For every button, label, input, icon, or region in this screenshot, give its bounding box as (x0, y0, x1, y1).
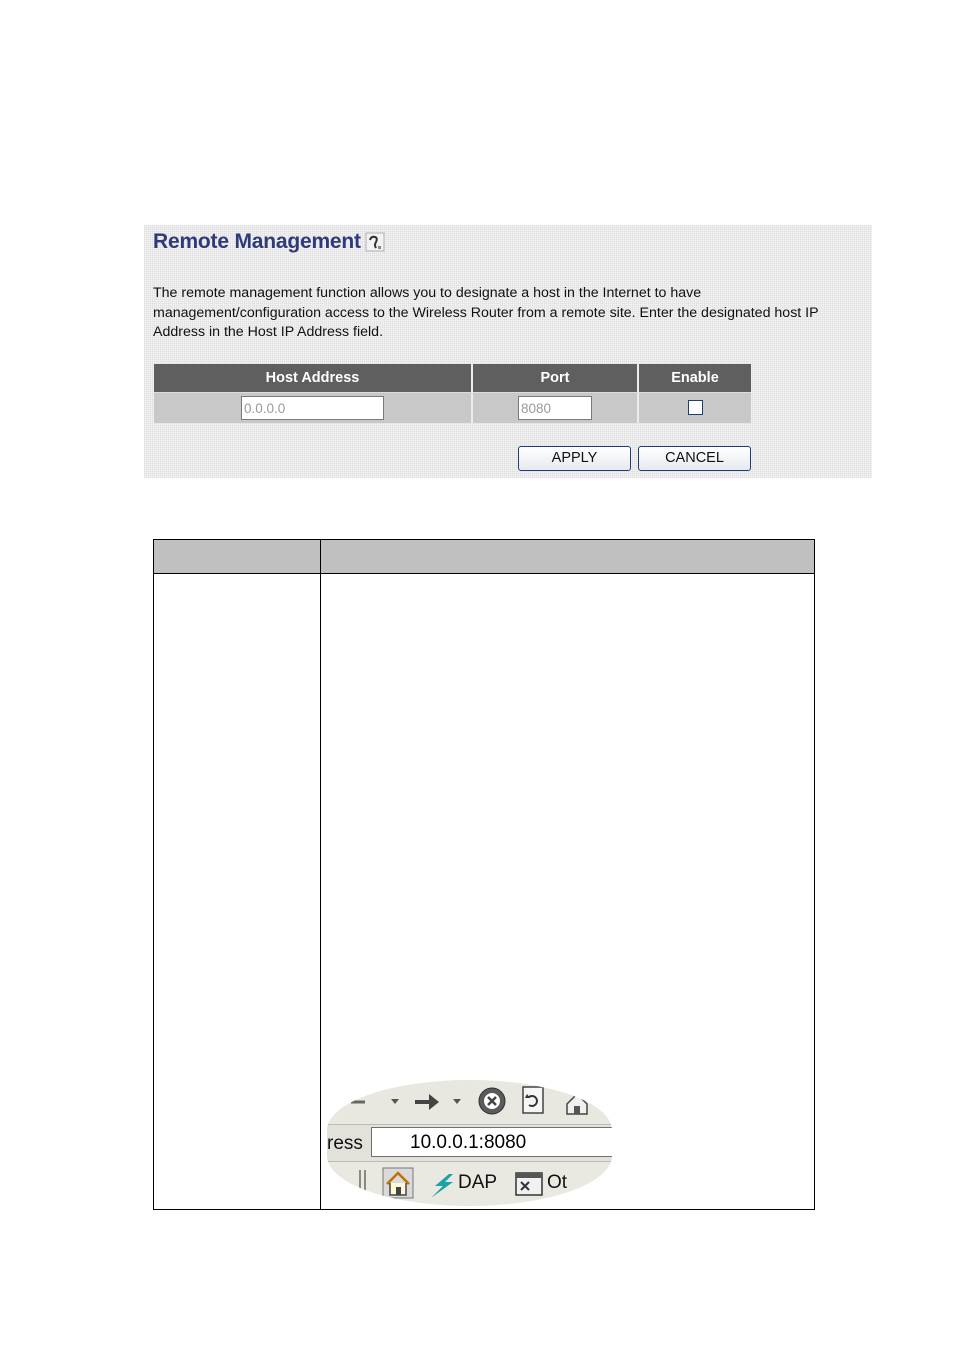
address-url: 10.0.0.1:8080 (410, 1132, 527, 1153)
host-address-header: Host Address (154, 364, 473, 392)
other-link-label[interactable]: Ot (547, 1172, 568, 1193)
home-icon[interactable] (382, 1167, 414, 1199)
browser-toolbar-snippet (327, 1080, 612, 1206)
cancel-button[interactable]: CANCEL (638, 446, 751, 471)
address-field[interactable] (371, 1127, 612, 1157)
address-label: ress (327, 1133, 363, 1154)
port-header: Port (473, 364, 639, 392)
table-row (154, 392, 751, 423)
window-icon[interactable] (515, 1172, 543, 1196)
description-text (153, 284, 869, 343)
back-arrow-icon[interactable] (347, 1088, 401, 1116)
apply-button[interactable]: APPLY (518, 446, 631, 471)
table-header-row (154, 364, 751, 392)
forward-arrow-icon[interactable] (413, 1088, 465, 1116)
page-title-wrap (153, 230, 385, 254)
description-line: Address in the Host IP Address field. (153, 324, 384, 340)
host-address-input[interactable] (241, 396, 384, 420)
stop-icon[interactable] (477, 1086, 507, 1116)
port-input[interactable] (518, 396, 592, 420)
doc-table-header-cell (321, 540, 815, 574)
doc-table-header-cell (154, 540, 321, 574)
dap-logo-icon[interactable] (427, 1170, 457, 1200)
page-title: Remote Management (153, 230, 361, 253)
refresh-icon[interactable] (521, 1085, 547, 1117)
address-bar (327, 1124, 612, 1162)
description-line: The remote management function allows you to designate a host in the Internet to have (153, 285, 702, 301)
enable-checkbox[interactable] (688, 400, 703, 415)
links-bar (327, 1162, 612, 1206)
help-icon[interactable] (365, 232, 385, 252)
enable-cell (639, 392, 751, 423)
remote-management-table (154, 364, 751, 423)
description-line: management/configuration access to the Wireless Router from a remote site. Enter the designated host IP (153, 304, 819, 321)
port-cell (473, 392, 639, 423)
remote-management-panel (144, 225, 872, 478)
doc-table-header-row (154, 540, 815, 574)
browser-toolbar (327, 1080, 612, 1124)
enable-header: Enable (639, 364, 751, 392)
toolbar-grip-icon (357, 1168, 371, 1198)
home-icon[interactable] (563, 1088, 593, 1118)
doc-table-cell-item (154, 574, 321, 1210)
dap-link-label[interactable]: DAP (458, 1172, 498, 1193)
host-address-cell (154, 392, 473, 423)
